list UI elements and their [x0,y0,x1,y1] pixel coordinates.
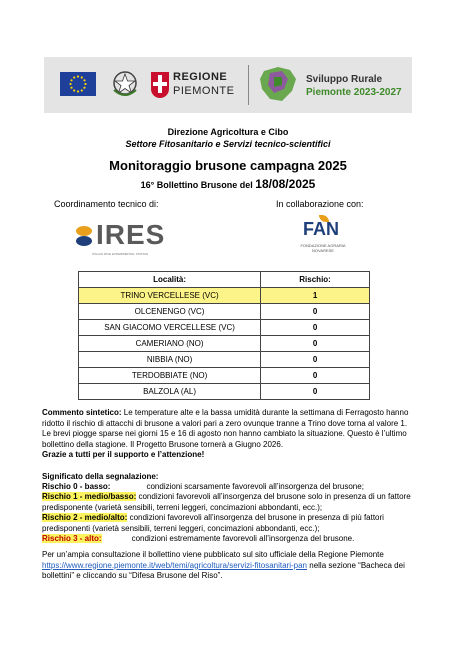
ires-wordmark: IRES [96,219,166,250]
rischio-cell: 0 [261,320,370,336]
rischio-cell: 0 [261,336,370,352]
footer-paragraph [42,550,414,582]
significato-heading: Significato della segnalazione: [42,472,159,481]
localita-cell: NIBBIA (NO) [79,352,261,368]
fan-wordmark: FAN [303,219,339,239]
risk-level-label: Rischio 0 - basso: [42,482,111,491]
table-row [79,288,370,304]
bollettino-line [0,177,456,191]
localita-cell: TRINO VERCELLESE (VC) [79,288,261,304]
regione-logo-line2: PIEMONTE [173,85,235,97]
risk-level-text: condizioni estremamente favorevoli all’insorgenza del brusone. [131,534,355,543]
column-header-rischio: Rischio: [261,272,370,288]
risk-level-text: condizioni favorevoli all’insorgenza del brusone solo in presenza di un fattore predisponente (varietà sensibili, terreni leggeri, concimazioni abbondanti, ecc.); [42,492,411,512]
risk-level-1 [42,492,414,513]
italian-republic-emblem-icon [110,68,140,100]
localita-cell: TERDOBBIATE (NO) [79,368,261,384]
rice-grain-icon [72,221,96,251]
column-header-localita: Località: [79,272,261,288]
ires-subtitle: ITALIAN RICE EXPERIMENTAL STATION [92,252,149,256]
risk-level-label: Rischio 3 - alto: [42,534,102,543]
risk-table [78,271,370,400]
settore-heading: Settore Fitosanitario e Servizi tecnico-scientifici [125,139,331,149]
localita-cell: OLCENENGO (VC) [79,304,261,320]
psr-subtitle: Piemonte 2023-2027 [306,87,402,98]
table-row [79,368,370,384]
banner-divider [248,65,249,105]
risk-level-text: condizioni scarsamente favorevoli all’insorgenza del brusone; [146,482,364,491]
comment-paragraph [42,408,414,450]
table-row [79,336,370,352]
risk-level-label: Rischio 2 - medio/alto: [42,513,128,522]
rischio-cell: 0 [261,384,370,400]
comment-label: Commento sintetico: [42,408,122,417]
ires-logo [72,217,164,263]
rischio-cell: 0 [261,352,370,368]
localita-cell: SAN GIACOMO VERCELLESE (VC) [79,320,261,336]
risk-level-0 [42,482,414,493]
table-row [79,352,370,368]
risk-level-3 [42,534,414,545]
table-row [79,320,370,336]
direzione-heading: Direzione Agricoltura e Cibo [167,127,289,137]
regione-logo-line1: REGIONE [173,71,228,83]
risk-level-text: condizioni favorevoli all’insorgenza del brusone in presenza di più fattori predisponenti (varietà sensibili, terreni leggeri, concimazioni abbondanti, ecc.); [42,513,384,533]
localita-cell: BALZOLA (AL) [79,384,261,400]
regione-website-link[interactable]: https://www.regione.piemonte.it/web/temi/agricoltura/servizi-fitosanitari-pan [42,560,308,570]
table-row [79,384,370,400]
fan-subtitle-line2: NOVARESE [312,248,334,253]
header-banner [44,57,412,113]
coordination-label: Coordinamento tecnico di: [54,199,159,209]
rischio-cell: 1 [261,288,370,304]
page-title: Monitoraggio brusone campagna 2025 [109,158,347,173]
risk-level-2 [42,513,414,534]
comment-text: Le temperature alte e la bassa umidità durante la settimana di Ferragosto hanno ridotto il rischio di attacchi di brusone a valori pari a zero ovunque tranne a Trino dove torna al valore 1. Le brevi piogge sparse nei giorni 15 e 16 di agosto non hanno cambiato la situazione. Questo è l’ultimo bollettino della stagione. Il Progetto Brusone tornerà a Giugno 2026. [42,408,409,449]
localita-cell: CAMERIANO (NO) [79,336,261,352]
fan-subtitle-line1: FONDAZIONE AGRARIA [300,243,346,248]
thanks-line: Grazie a tutti per il supporto e l’attenzione! [42,450,205,459]
regione-piemonte-shield-icon [151,72,169,98]
piemonte-map-icon [256,65,302,105]
table-header-row [79,272,370,288]
collaboration-label: In collaborazione con: [276,199,364,209]
bollettino-date: 18/08/2025 [255,177,316,191]
risk-level-label: Rischio 1 - medio/basso: [42,492,137,501]
footer-text-2: nella sezione “Bacheca dei bollettini” e cliccando su “Difesa Brusone del Riso”. [42,560,405,580]
footer-text-1: Per un’ampia consultazione il bollettino viene pubblicato sul sito ufficiale della Regione Piemonte [42,550,384,559]
rischio-cell: 0 [261,368,370,384]
rischio-cell: 0 [261,304,370,320]
fan-logo [293,215,353,265]
psr-title: Sviluppo Rurale [306,74,383,85]
table-row [79,304,370,320]
fan-subtitle [293,243,353,253]
eu-flag-icon [60,72,96,96]
bollettino-prefix: 16° Bollettino Brusone del [140,180,256,190]
